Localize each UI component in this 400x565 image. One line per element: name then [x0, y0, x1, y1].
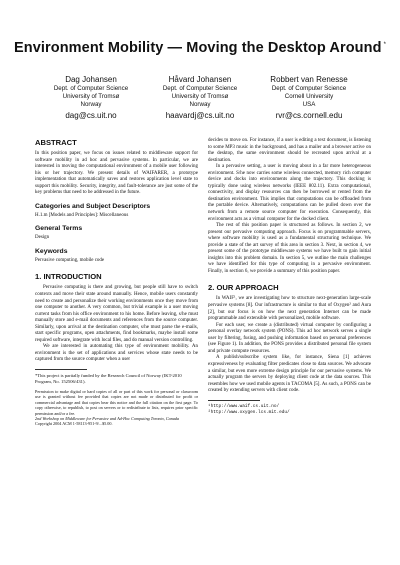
intro-continued-paragraph: decides to move on. For instance, if a user is editing a text document, is listening to some MP3 music in the background, and has a mailer and a browser active on the desktop, the same environment should be recreated upon arrival at a destination. [208, 138, 371, 163]
general-terms-heading: General Terms [35, 225, 83, 233]
general-terms-text: Design [35, 235, 50, 241]
author-institution: University of Tromsø [62, 93, 120, 100]
title-text: Environment Mobility — Moving the Desktop Around [13, 40, 382, 56]
venue-line: 2nd Workshop on Middleware for Pervasive and Ad-Hoc Computing Toronto, Canada [35, 416, 180, 422]
approach-paragraph-3: A publish/subscribe system like, for instance, Siena [1] achieves expressiveness by evaluating filter predicates close to data sources. We advocate a similar, but even more extreme design principle for our pervasive systems. We actually program the servers by deploying client code at the data sources. This resembles how we used mobile agents in TACOMA [5]. As such, a PONS can be created by extending servers with client code. [208, 355, 371, 394]
author-dept: Dept. of Computer Science [271, 85, 347, 92]
categories-text: H.1.m [Models and Principles]: Miscellaneous [35, 212, 129, 218]
left-column [35, 138, 198, 427]
funding-footnote: *This project is partially funded by the Research Council of Norway (IKT-2010 Program, No. 152506/431). [35, 373, 182, 385]
keywords-heading: Keywords [35, 247, 68, 255]
introduction-paragraph-2: We are interested in automating this type of environment mobility. An environment is the set of applications and services whose state needs to be captured from the source computer when a user [35, 344, 198, 363]
author-email: haavardj@cs.uit.no [165, 111, 235, 120]
author-name: Dag Johansen [65, 75, 117, 84]
approach-heading: 2. OUR APPROACH [208, 283, 279, 293]
author-block-1 [31, 75, 151, 122]
author-name: Robbert van Renesse [270, 75, 348, 84]
title-footnote-mark: * [383, 42, 386, 49]
footnote-rule [208, 400, 260, 401]
author-institution: Cornell University [284, 93, 334, 100]
footnote-1: ¹http://www.waif.cs.uit.no/ [208, 403, 280, 409]
intro-paragraph-4: The rest of this position paper is structured as follows. In section 2, we present our pervasive computing approach. Focus is on programmable servers, where software mobility is used as a fundamental structuring technique. We provide a state of the art survey of this area in section 3. Next, in section 4, we present some of the prototype middleware systems we have built to gain initial insights into this problem domain. In section 5, we outline the main challenges we have identified for this type of computing in a pervasive environment. Finally, in section 6, we provide a summary of this position paper. [208, 223, 371, 274]
intro-paragraph-3: In a pervasive setting, a user is moving about in a far more heterogeneous environment. S/he now carries some wireless connected, memory rich computer device and docks into environments along the trajectory. This docking is typically done using wireless networks (IEEE 802.11). Extra computational, connectivity, and display resources can then be borrowed or rented from the destination environment. This implies that computations can be offloaded from the portable device. Alternatively, computations can be pulled down over the network from a remote source computer for execution. Consequently, this environment acts as a virtual computer for the docked client. [208, 164, 371, 222]
permission-notice: Permission to make digital or hard copies of all or part of this work for personal or classroom use is granted without fee provided that copies are not made or distributed for profit or commercial advantage and that copies bear this notice and the full citation on the first page. To copy otherwise, to republish, to post on servers or to redistribute to lists, requires prior specific permission and/or a fee. [35, 389, 198, 416]
author-country: Norway [189, 101, 211, 108]
keywords-text: Pervasive computing, mobile code [35, 257, 105, 263]
abstract-text: In this position paper, we focus on issues related to middleware support for software mobility in ad hoc and pervasive systems. In particular, we are interested in moving the computational environment of a mobile user following his or her trajectory. We present details of WAIFARER, a prototype implementation that automatically saves and restores application level state to support this mobility. Security, integrity, and fault-tolerance are just some of the key problems that need to be addressed in the future. [35, 151, 198, 196]
author-name: Håvard Johansen [168, 75, 232, 84]
author-dept: Dept. of Computer Science [53, 85, 129, 92]
author-email: rvr@cs.cornell.edu [275, 111, 343, 120]
author-email: dag@cs.uit.no [65, 111, 117, 120]
right-column [208, 138, 371, 416]
author-country: USA [302, 101, 316, 108]
introduction-paragraph-1: Pervasive computing is there and growing, but people still have to switch contexts and move their state around manually. Hence, mobile users constantly need to create and personalize their working environments once they move from one computer to another. A very common, but trivial example is a user moving current tasks from his office environment to his home. Before leaving, s/he must manually store and e-mail documents and references from the source computer. Similarly, upon arrival at the destination computer, s/he must parse the e-mails, start specific programs, open attachments, find bookmarks, maybe install some required software, integrate with local files, and do manual version controlling. [35, 285, 198, 343]
author-block-2 [140, 75, 260, 122]
approach-paragraph-2: For each user, we create a (distributed) virtual computer by configuring a personal overlay network system (PONS). This ad hoc network serves a single user by filtering, fusing, and pushing information based on personal preferences (see Figure 1). In addition, the PONS provides a distributed personal file system and private compute resources. [208, 322, 371, 354]
paper-title [0, 40, 400, 56]
abstract-heading: ABSTRACT [35, 138, 77, 147]
author-block-3 [249, 75, 369, 122]
footnote-rule [35, 369, 87, 370]
footnote-2: ²http://www.oxygen.lcs.mit.edu/ [208, 409, 290, 415]
author-institution: University of Tromsø [171, 93, 229, 100]
approach-paragraph-1: In WAIF¹, we are investigating how to structure next-generation large-scale pervasive systems [8]. Our infrastructure is similar to that of Oxygen² and Aura [2], but our focus is on how the next generation Internet can be made programmable and extensible with personalized, mobile software. [208, 296, 371, 322]
categories-heading: Categories and Subject Descriptors [35, 202, 151, 210]
author-dept: Dept. of Computer Science [162, 85, 238, 92]
author-country: Norway [80, 101, 102, 108]
copyright-line: Copyright 2004 ACM 1-58113-951-9/...$5.00. [35, 421, 113, 427]
introduction-heading: 1. INTRODUCTION [35, 272, 102, 282]
